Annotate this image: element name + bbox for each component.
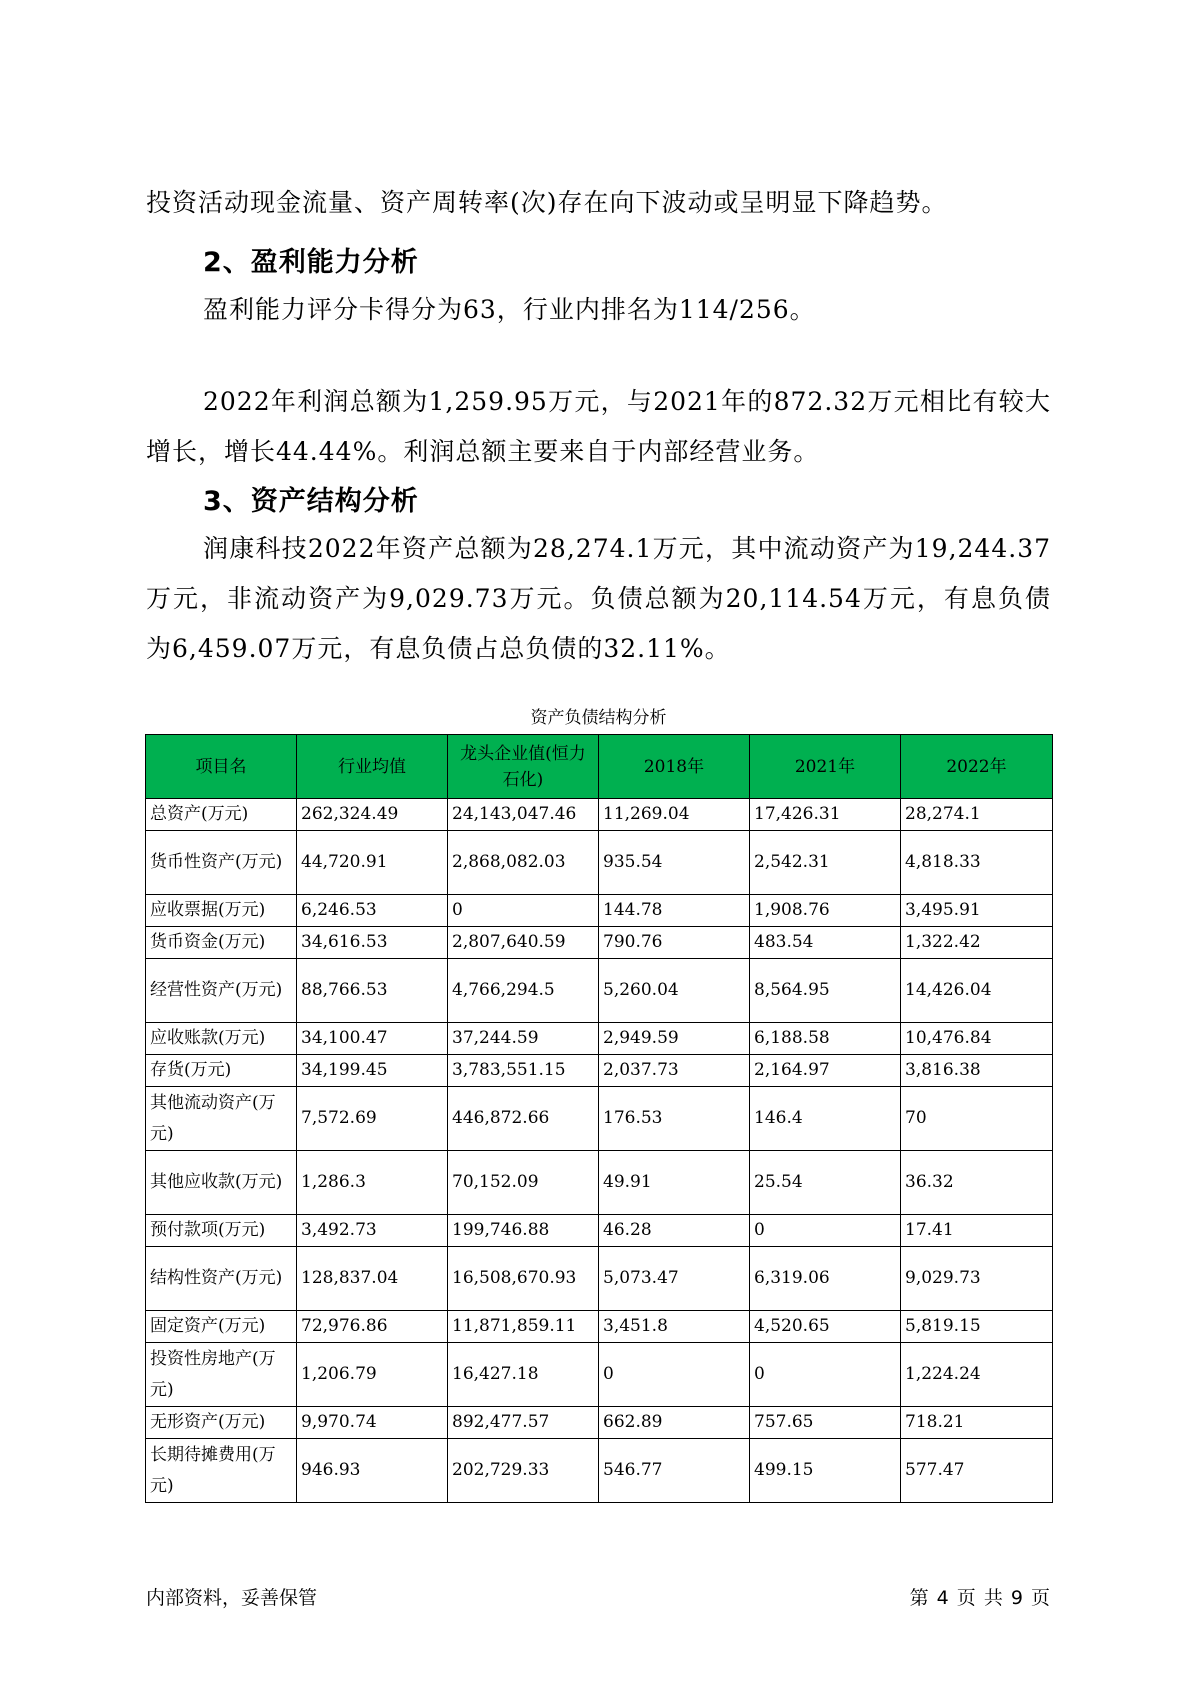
- value-cell: 144.78: [599, 895, 750, 927]
- value-cell: 70: [901, 1087, 1053, 1151]
- value-cell: 9,970.74: [297, 1407, 448, 1439]
- row-label-cell: 结构性资产(万元): [146, 1247, 297, 1311]
- value-cell: 46.28: [599, 1215, 750, 1247]
- value-cell: 577.47: [901, 1439, 1053, 1503]
- value-cell: 36.32: [901, 1151, 1053, 1215]
- row-label-cell: 货币资金(万元): [146, 927, 297, 959]
- value-cell: 10,476.84: [901, 1023, 1053, 1055]
- table-row: [146, 1087, 1053, 1151]
- value-cell: 0: [750, 1215, 901, 1247]
- value-cell: 24,143,047.46: [448, 799, 599, 831]
- value-cell: 2,868,082.03: [448, 831, 599, 895]
- footer-page-number: 第 4 页 共 9 页: [909, 1587, 1051, 1609]
- table-row: [146, 1023, 1053, 1055]
- section-heading-asset-structure: 3、资产结构分析: [203, 486, 419, 517]
- value-cell: 9,029.73: [901, 1247, 1053, 1311]
- value-cell: 1,286.3: [297, 1151, 448, 1215]
- value-cell: 446,872.66: [448, 1087, 599, 1151]
- value-cell: 202,729.33: [448, 1439, 599, 1503]
- section-heading-profitability: 2、盈利能力分析: [203, 247, 419, 278]
- table-row: [146, 895, 1053, 927]
- row-label-cell: 货币性资产(万元): [146, 831, 297, 895]
- table-row: [146, 831, 1053, 895]
- value-cell: 546.77: [599, 1439, 750, 1503]
- value-cell: 176.53: [599, 1087, 750, 1151]
- header-leader-value: 龙头企业值(恒力石化): [448, 735, 599, 799]
- value-cell: 5,260.04: [599, 959, 750, 1023]
- header-year-2021: 2021年: [750, 735, 901, 799]
- value-cell: 88,766.53: [297, 959, 448, 1023]
- value-cell: 3,451.8: [599, 1311, 750, 1343]
- row-label-cell: 其他应收款(万元): [146, 1151, 297, 1215]
- value-cell: 2,542.31: [750, 831, 901, 895]
- table-row: [146, 959, 1053, 1023]
- value-cell: 16,508,670.93: [448, 1247, 599, 1311]
- value-cell: 1,206.79: [297, 1343, 448, 1407]
- table-row: [146, 1343, 1053, 1407]
- value-cell: 25.54: [750, 1151, 901, 1215]
- value-cell: 16,427.18: [448, 1343, 599, 1407]
- value-cell: 28,274.1: [901, 799, 1053, 831]
- value-cell: 757.65: [750, 1407, 901, 1439]
- value-cell: 892,477.57: [448, 1407, 599, 1439]
- value-cell: 34,100.47: [297, 1023, 448, 1055]
- paragraph-profitability-score: 盈利能力评分卡得分为63，行业内排名为114/256。: [203, 295, 816, 324]
- value-cell: 14,426.04: [901, 959, 1053, 1023]
- table-caption: 资产负债结构分析: [530, 708, 667, 728]
- value-cell: 146.4: [750, 1087, 901, 1151]
- value-cell: 70,152.09: [448, 1151, 599, 1215]
- value-cell: 499.15: [750, 1439, 901, 1503]
- value-cell: 34,199.45: [297, 1055, 448, 1087]
- value-cell: 34,616.53: [297, 927, 448, 959]
- header-item-name: 项目名: [146, 735, 297, 799]
- value-cell: 946.93: [297, 1439, 448, 1503]
- row-label-cell: 经营性资产(万元): [146, 959, 297, 1023]
- row-label-cell: 预付款项(万元): [146, 1215, 297, 1247]
- value-cell: 2,164.97: [750, 1055, 901, 1087]
- value-cell: 11,269.04: [599, 799, 750, 831]
- table-header-row: [146, 735, 1053, 799]
- paragraph-profit-total: 2022年利润总额为1,259.95万元，与2021年的872.32万元相比有较大增长，增长44.44%。利润总额主要来自于内部经营业务。: [146, 387, 1051, 466]
- table-row: [146, 799, 1053, 831]
- value-cell: 4,818.33: [901, 831, 1053, 895]
- value-cell: 935.54: [599, 831, 750, 895]
- value-cell: 0: [448, 895, 599, 927]
- value-cell: 72,976.86: [297, 1311, 448, 1343]
- row-label-cell: 存货(万元): [146, 1055, 297, 1087]
- value-cell: 49.91: [599, 1151, 750, 1215]
- table-row: [146, 1215, 1053, 1247]
- paragraph-asset-structure: 润康科技2022年资产总额为28,274.1万元，其中流动资产为19,244.37万元，非流动资产为9,029.73万元。负债总额为20,114.54万元，有息负债为6,459.07万元，有息负债占总负债的32.11%。: [146, 534, 1051, 663]
- balance-sheet-table: [145, 734, 1053, 1503]
- value-cell: 3,783,551.15: [448, 1055, 599, 1087]
- paragraph-continuation: 投资活动现金流量、资产周转率(次)存在向下波动或呈明显下降趋势。: [146, 188, 948, 217]
- value-cell: 128,837.04: [297, 1247, 448, 1311]
- value-cell: 17,426.31: [750, 799, 901, 831]
- table-row: [146, 1055, 1053, 1087]
- value-cell: 6,319.06: [750, 1247, 901, 1311]
- row-label-cell: 无形资产(万元): [146, 1407, 297, 1439]
- row-label-cell: 投资性房地产(万元): [146, 1343, 297, 1407]
- row-label-cell: 应收账款(万元): [146, 1023, 297, 1055]
- header-year-2018: 2018年: [599, 735, 750, 799]
- table-row: [146, 1407, 1053, 1439]
- footer-confidential-note: 内部资料，妥善保管: [146, 1587, 318, 1609]
- value-cell: 5,073.47: [599, 1247, 750, 1311]
- value-cell: 262,324.49: [297, 799, 448, 831]
- value-cell: 2,807,640.59: [448, 927, 599, 959]
- table-row: [146, 1247, 1053, 1311]
- value-cell: 0: [599, 1343, 750, 1407]
- value-cell: 718.21: [901, 1407, 1053, 1439]
- header-industry-average: 行业均值: [297, 735, 448, 799]
- table-row: [146, 1151, 1053, 1215]
- value-cell: 662.89: [599, 1407, 750, 1439]
- row-label-cell: 固定资产(万元): [146, 1311, 297, 1343]
- value-cell: 11,871,859.11: [448, 1311, 599, 1343]
- value-cell: 3,492.73: [297, 1215, 448, 1247]
- value-cell: 2,949.59: [599, 1023, 750, 1055]
- table-row: [146, 927, 1053, 959]
- value-cell: 1,908.76: [750, 895, 901, 927]
- value-cell: 37,244.59: [448, 1023, 599, 1055]
- value-cell: 3,816.38: [901, 1055, 1053, 1087]
- value-cell: 483.54: [750, 927, 901, 959]
- table-row: [146, 1439, 1053, 1503]
- value-cell: 17.41: [901, 1215, 1053, 1247]
- value-cell: 3,495.91: [901, 895, 1053, 927]
- value-cell: 1,224.24: [901, 1343, 1053, 1407]
- table-body: [146, 799, 1053, 1503]
- value-cell: 6,246.53: [297, 895, 448, 927]
- value-cell: 6,188.58: [750, 1023, 901, 1055]
- value-cell: 0: [750, 1343, 901, 1407]
- value-cell: 8,564.95: [750, 959, 901, 1023]
- value-cell: 7,572.69: [297, 1087, 448, 1151]
- value-cell: 5,819.15: [901, 1311, 1053, 1343]
- value-cell: 1,322.42: [901, 927, 1053, 959]
- header-year-2022: 2022年: [901, 735, 1053, 799]
- value-cell: 4,766,294.5: [448, 959, 599, 1023]
- value-cell: 4,520.65: [750, 1311, 901, 1343]
- value-cell: 199,746.88: [448, 1215, 599, 1247]
- row-label-cell: 应收票据(万元): [146, 895, 297, 927]
- row-label-cell: 总资产(万元): [146, 799, 297, 831]
- value-cell: 44,720.91: [297, 831, 448, 895]
- row-label-cell: 长期待摊费用(万元): [146, 1439, 297, 1503]
- value-cell: 790.76: [599, 927, 750, 959]
- value-cell: 2,037.73: [599, 1055, 750, 1087]
- row-label-cell: 其他流动资产(万元): [146, 1087, 297, 1151]
- table-row: [146, 1311, 1053, 1343]
